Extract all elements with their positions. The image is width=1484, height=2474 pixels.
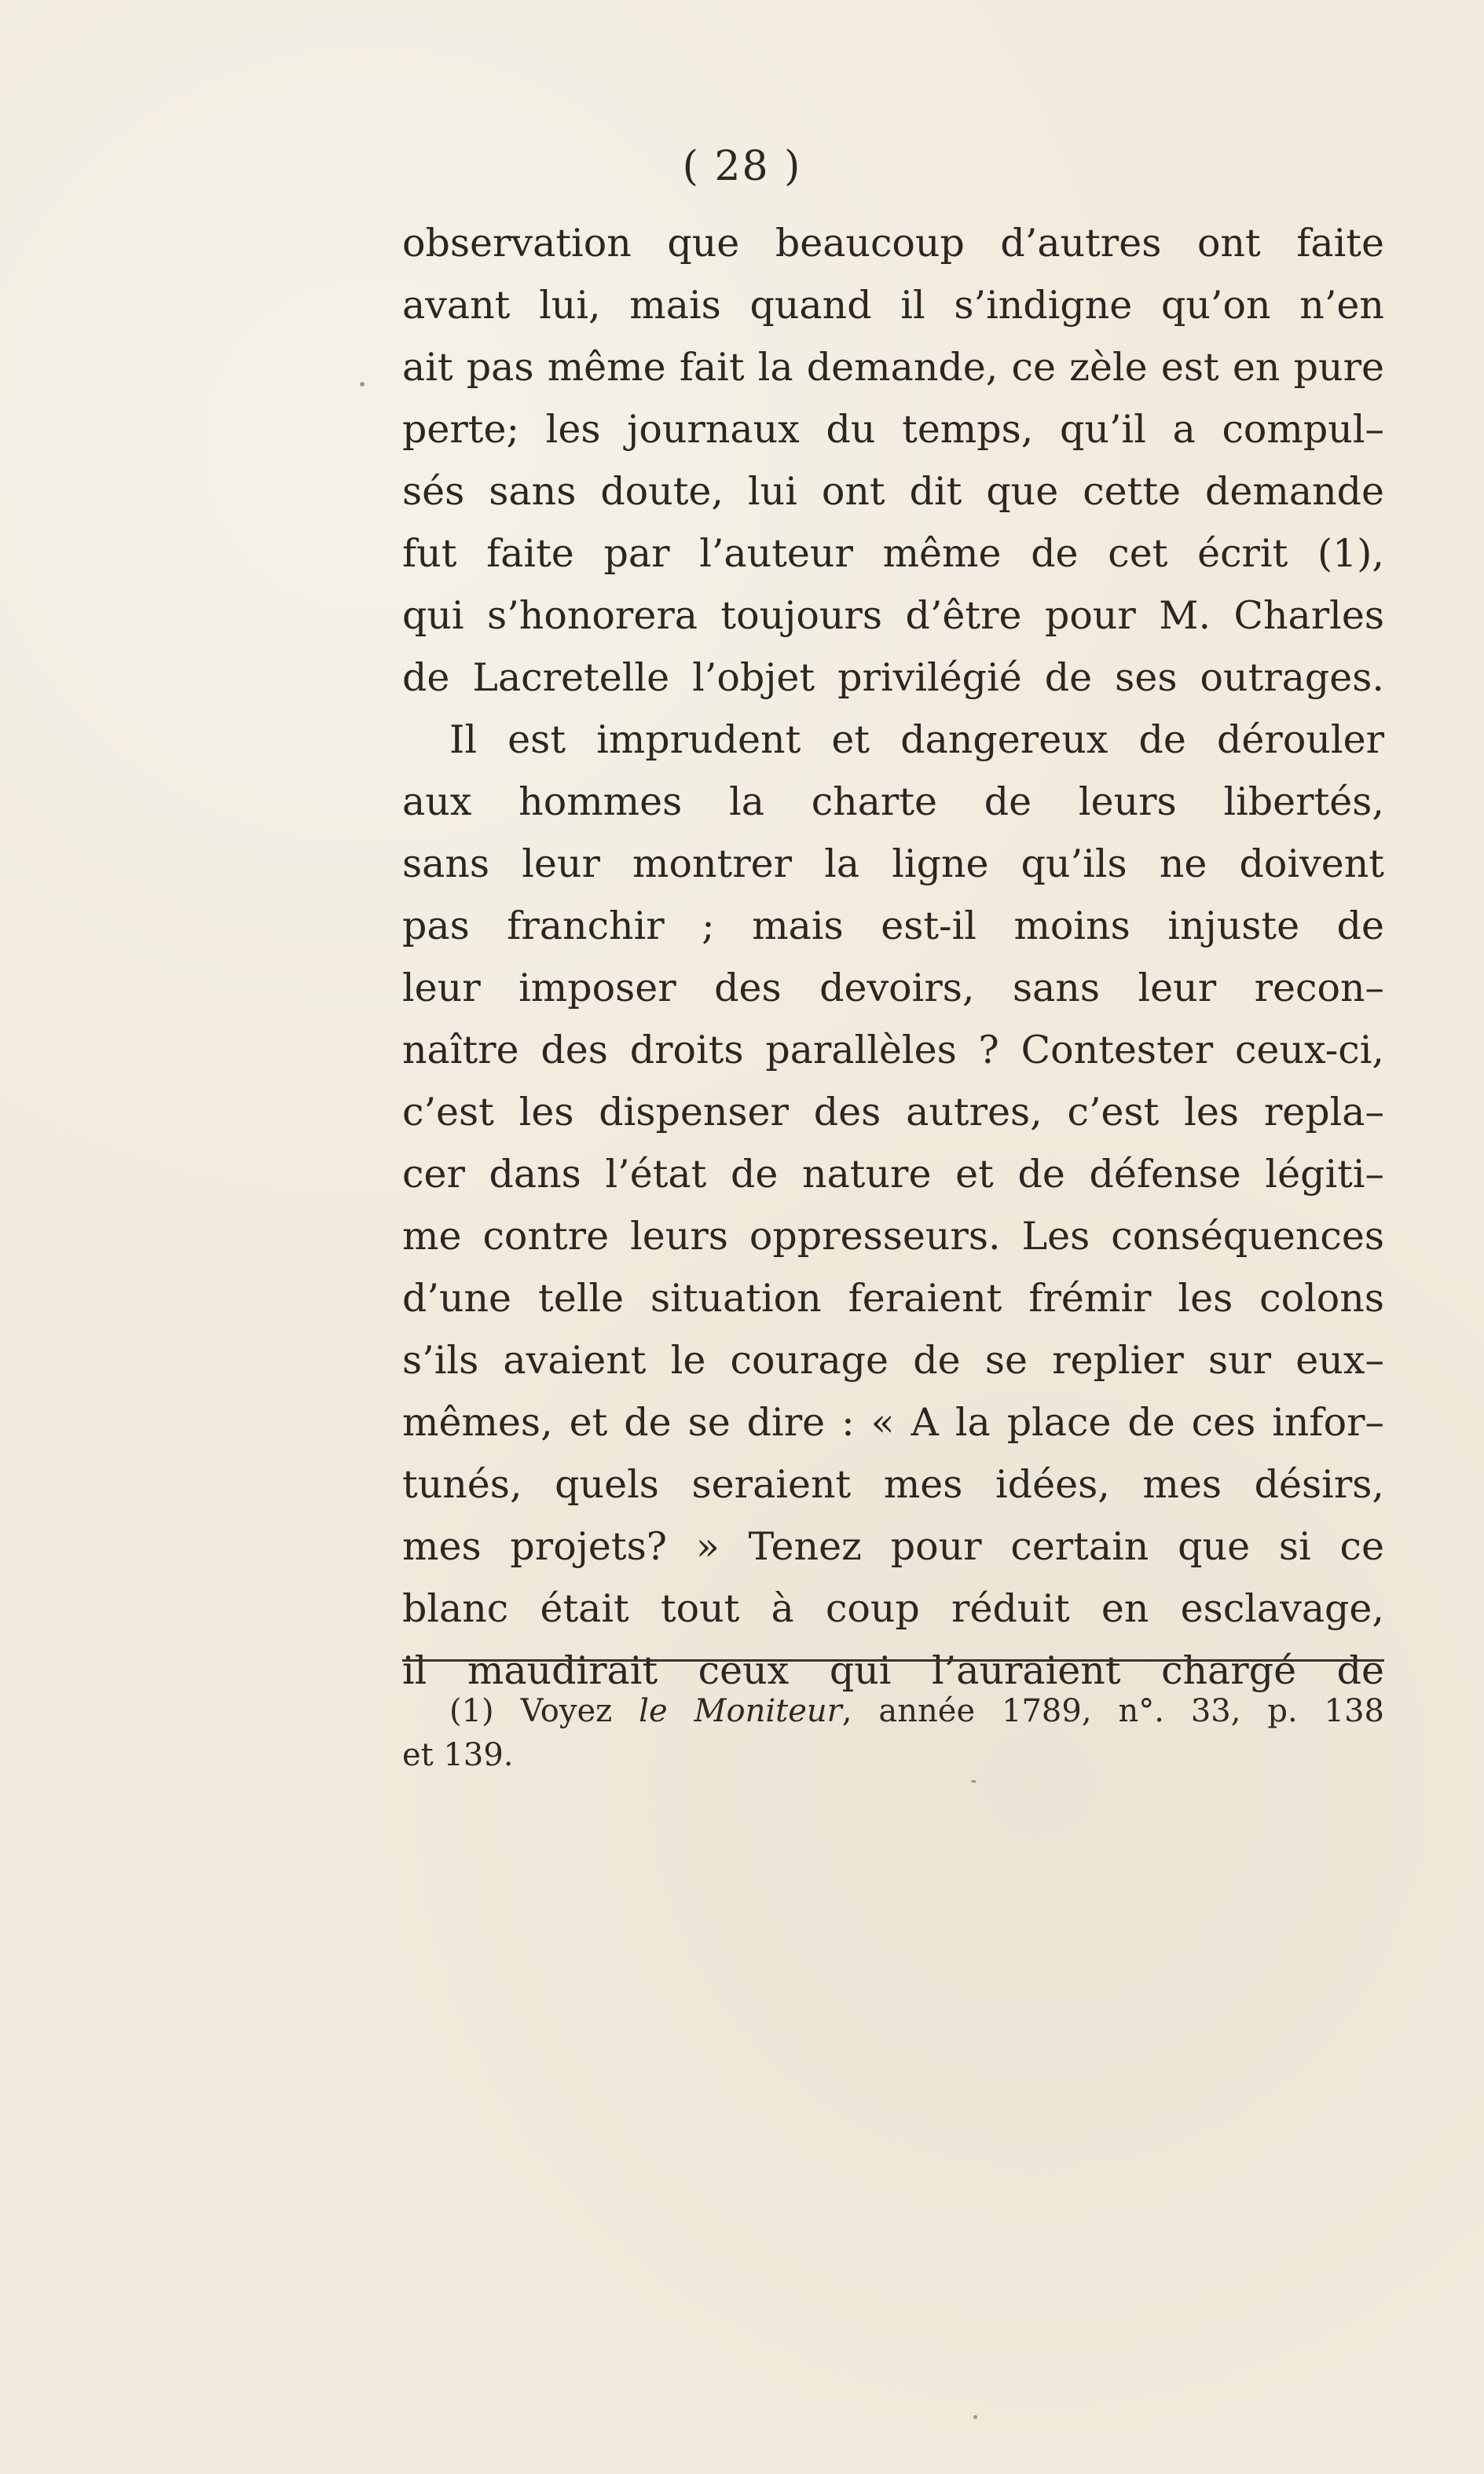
text-line-16: cer dans l’état de nature et de défense légiti– — [402, 1152, 1384, 1197]
text-line-2: avant lui, mais quand il s’indigne qu’on n’en — [402, 283, 1384, 328]
text-line-19: s’ils avaient le courage de se replier sur eux– — [402, 1338, 1384, 1383]
text-line-22: mes projets? » Tenez pour certain que si ce — [402, 1524, 1384, 1569]
footnote-line-1 — [402, 1689, 1384, 1733]
paper-speck — [360, 382, 365, 387]
paper-speck — [971, 1780, 977, 1783]
text-line-8: de Lacretelle l’objet privilégié de ses outrages. — [402, 655, 1384, 700]
text-line-14: naître des droits parallèles ? Contester ceux-ci, — [402, 1028, 1384, 1072]
text-line-23: blanc était tout à coup réduit en esclavage, — [402, 1586, 1384, 1631]
text-line-17: me contre leurs oppresseurs. Les conséquences — [402, 1214, 1384, 1259]
text-line-13: leur imposer des devoirs, sans leur recon– — [402, 966, 1384, 1010]
paper-speck — [973, 2415, 977, 2419]
body-text — [402, 212, 1384, 1702]
text-line-4: perte; les journaux du temps, qu’il a compul– — [402, 407, 1384, 452]
text-line-15: c’est les dispenser des autres, c’est les repla– — [402, 1090, 1384, 1134]
footnote-marker: (1) — [449, 1693, 494, 1729]
text-line-11: sans leur montrer la ligne qu’ils ne doivent — [402, 841, 1384, 886]
page-number: ( 28 ) — [682, 143, 802, 190]
text-line-3: ait pas même fait la demande, ce zèle est en pure — [402, 345, 1384, 390]
footnote-text-start: Voyez — [520, 1693, 613, 1729]
text-line-20: mêmes, et de se dire : « A la place de ces infor– — [402, 1400, 1384, 1445]
text-line-24: il maudirait ceux qui l’auraient chargé de — [402, 1648, 1384, 1693]
footnote-line-2: et 139. — [402, 1737, 514, 1773]
text-line-5: sés sans doute, lui ont dit que cette demande — [402, 469, 1384, 514]
footnote-rule — [402, 1659, 1384, 1662]
text-line-7: qui s’honorera toujours d’être pour M. Charles — [402, 593, 1384, 638]
text-line-1: observation que beaucoup d’autres ont faite — [402, 221, 1384, 266]
text-line-18: d’une telle situation feraient frémir les colons — [402, 1276, 1384, 1321]
text-line-9: Il est imprudent et dangereux de dérouler — [449, 717, 1384, 762]
text-line-6: fut faite par l’auteur même de cet écrit (1), — [402, 531, 1384, 576]
text-line-21: tunés, quels seraient mes idées, mes désirs, — [402, 1462, 1384, 1507]
text-line-10: aux hommes la charte de leurs libertés, — [402, 779, 1384, 824]
text-line-12: pas franchir ; mais est-il moins injuste de — [402, 903, 1384, 948]
footnote-text-end: , année 1789, n°. 33, p. 138 — [841, 1693, 1384, 1729]
footnote — [402, 1689, 1384, 1777]
footnote-italic-title: le Moniteur — [639, 1693, 842, 1729]
